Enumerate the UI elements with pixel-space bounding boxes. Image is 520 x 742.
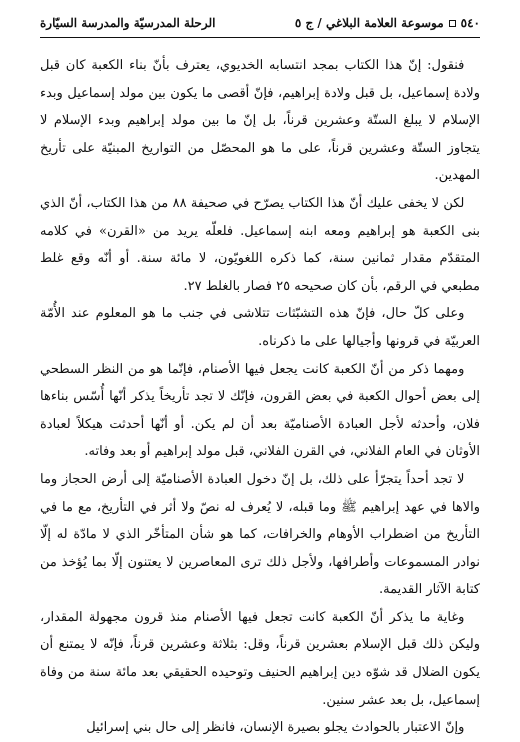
paragraph: وغاية ما يذكر أنّ الكعبة كانت تجعل فيها الأصنام منذ قرون مجهولة المقدار، وليكن ذلك قبل الإسلام بعشرين قرناً، وقل: بثلاثة وعشرين قرناً، فإنّه لا يمتنع أن يكون الضلال قد شوّه دين إبراهيم الحنيف وتوحيده الحقيقي بعد مائة سنة من وفاة إسماعيل، بل بعد عشر سنين.: [40, 609, 480, 708]
header-page-info: [295, 16, 480, 30]
square-bullet-icon: [449, 20, 456, 27]
header-divider: [40, 37, 480, 38]
paragraph: لكن لا يخفى عليك أنّ هذا الكتاب يصرّح في صحيفة ٨٨ من هذا الكتاب، أنّ الذي بنى الكعبة هو إبراهيم ومعه ابنه إسماعيل. فلعلّه يريد من «القرن» في كلامه المتقدّم مقدار ثمانين سنة، كما ذكره اللغويّون، لا مائة سنة. أو أنّه وقع غلط مطبعي في الرقم، بأن كان صحيحه ٢٥ فصار بالغلط ٢٧.: [40, 195, 480, 294]
paragraph: وإنّ الاعتبار بالحوادث يجلو بصيرة الإنسان، فانظر إلى حال بني إسرائيل: [86, 720, 465, 736]
page-number: ٥٤٠: [460, 16, 480, 30]
body-text: [40, 52, 480, 736]
paragraph: فنقول: إنّ هذا الكتاب بمجد انتسابه الخديوي، يعترف بأنّ بناء الكعبة كان قبل ولادة إسماعيل، بل قبل ولادة إبراهيم، فإنّ أقصى ما يكون بين مولد إسماعيل وبدء الإسلام لا يبلغ الستّة وعشرين قرناً، بل إنّ ما بين مولد إبراهيم وبدء الإسلام لا يتجاوز الستّة وعشرين قرناً، على ما هو المحصّل من التواريخ المبنيّة على تأريخ المهدين.: [40, 58, 480, 184]
paragraph: ومهما ذكر من أنّ الكعبة كانت يجعل فيها الأصنام، فإنّما هو من النظر السطحي إلى بعض أحوال الكعبة في بعض القرون، فإنّك لا تجد تأريخاً يذكر أنّها أُسّس بناءها فلان، وأحدثه لأجل العبادة الأصناميّة بعد أن لم يكن. أو أنّها أحدثت هيكلاً لعبادة الأوثان في العام الفلاني، في القرن الفلاني، قبل مولد إبراهيم أو بعد وفاته.: [40, 361, 480, 460]
chapter-title: الرحلة المدرسيّة والمدرسة السيّارة: [40, 16, 216, 30]
volume-title: موسوعة العلامة البلاغي / ج ٥: [294, 16, 444, 30]
paragraph: وعلى كلّ حال، فإنّ هذه التشبّثات تتلاشى في جنب ما هو المعلوم عند الأُمّة العربيّة في قرونها وأجيالها على ما ذكرناه.: [40, 306, 480, 349]
paragraph: لا تجد أحداً يتجرّأ على ذلك، بل إنّ دخول العبادة الأصناميّة إلى أرض الحجاز وما والاها في عهد إبراهيم ﷺ وما قبله، لا يُعرف له نصّ ولا أثر في التأريخ، مع ما في التأريخ من اضطراب الأوهام والخرافات، كما هو شأن المتأخّر الذي لا مادّة له إلّا نوادر المسموعات وأطرافها، ولأجل ذلك ترى المعاصرين لا يعتنون إلّا بما يُؤخذ من كتابة الآثار القديمة.: [40, 471, 480, 598]
running-header: [40, 10, 480, 36]
